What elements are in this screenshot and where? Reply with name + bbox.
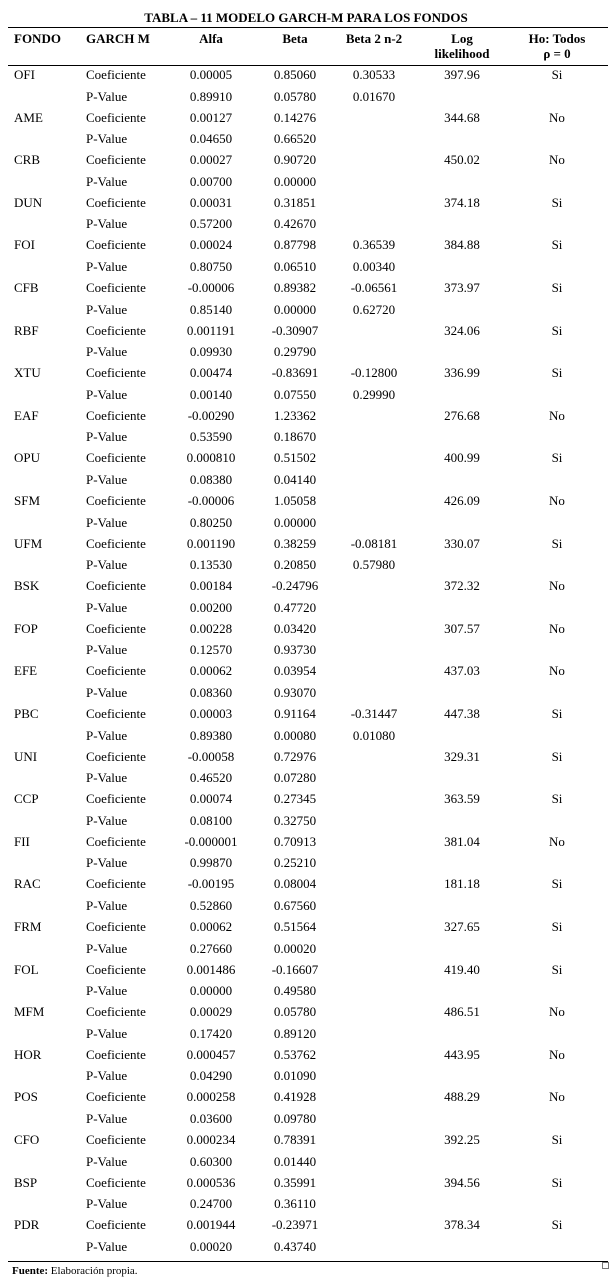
pval-alfa: 0.53590: [189, 429, 233, 444]
row-label-pval: P-Value: [86, 1026, 128, 1041]
row-label-pval: P-Value: [86, 131, 128, 146]
ho-result: Si: [551, 1217, 563, 1232]
coef-beta: -0.16607: [271, 962, 319, 977]
row-label-coef: Coeficiente: [86, 1132, 146, 1147]
corner-marker: [602, 1262, 609, 1269]
pval-alfa: 0.04650: [189, 131, 233, 146]
pval-alfa: 0.99870: [189, 855, 233, 870]
ho-result: No: [549, 493, 565, 508]
pval-beta: 0.42670: [273, 216, 317, 231]
ho-result: No: [549, 1004, 565, 1019]
log-likelihood-value: 400.99: [444, 450, 480, 465]
pval-alfa: 0.00200: [189, 600, 233, 615]
pval-beta: 0.47720: [273, 600, 317, 615]
row-label-pval: P-Value: [86, 259, 128, 274]
row-label-coef: Coeficiente: [86, 578, 146, 593]
pval-beta: 0.66520: [273, 131, 317, 146]
header-alfa: Alfa: [199, 31, 223, 46]
coef-alfa: -0.00290: [187, 408, 235, 423]
coef-alfa: 0.00024: [189, 237, 233, 252]
ho-result: Si: [551, 365, 563, 380]
coef-alfa: 0.001190: [186, 536, 236, 551]
pval-beta2: 0.00340: [352, 259, 396, 274]
coef-beta: 0.53762: [273, 1047, 317, 1062]
row-label-coef: Coeficiente: [86, 1004, 146, 1019]
log-likelihood-value: 372.32: [444, 578, 480, 593]
log-likelihood-value: 437.03: [444, 663, 480, 678]
coef-alfa: 0.000810: [186, 450, 236, 465]
coef-beta: 0.89382: [273, 280, 317, 295]
log-likelihood-value: 426.09: [444, 493, 480, 508]
coef-beta: 0.14276: [273, 110, 317, 125]
coef-alfa: 0.00029: [189, 1004, 233, 1019]
row-label-coef: Coeficiente: [86, 450, 146, 465]
log-likelihood-value: 378.34: [444, 1217, 480, 1232]
fondo-code: FOI: [14, 237, 35, 252]
row-label-coef: Coeficiente: [86, 791, 146, 806]
fondo-code: POS: [14, 1089, 38, 1104]
log-likelihood-value: 397.96: [444, 67, 480, 82]
coef-beta: 0.90720: [273, 152, 317, 167]
row-label-coef: Coeficiente: [86, 962, 146, 977]
row-label-pval: P-Value: [86, 983, 128, 998]
log-likelihood-value: 450.02: [444, 152, 480, 167]
fondo-code: XTU: [14, 365, 41, 380]
row-label-pval: P-Value: [86, 1154, 128, 1169]
row-label-pval: P-Value: [86, 1068, 128, 1083]
coef-beta2: 0.36539: [352, 237, 396, 252]
log-likelihood-value: 447.38: [444, 706, 480, 721]
ho-result: No: [549, 152, 565, 167]
row-label-pval: P-Value: [86, 472, 128, 487]
header-beta: Beta: [282, 31, 308, 46]
fondo-code: BSK: [14, 578, 40, 593]
fondo-code: RBF: [14, 323, 39, 338]
pval-alfa: 0.13530: [189, 557, 233, 572]
log-likelihood-value: 344.68: [444, 110, 480, 125]
row-label-coef: Coeficiente: [86, 919, 146, 934]
pval-beta: 0.25210: [273, 855, 317, 870]
coef-alfa: 0.00127: [189, 110, 233, 125]
pval-alfa: 0.17420: [189, 1026, 233, 1041]
source-label: Fuente:: [12, 1265, 49, 1277]
pval-beta: 0.09780: [273, 1111, 317, 1126]
ho-result: Si: [551, 919, 563, 934]
coef-alfa: 0.00228: [189, 621, 233, 636]
coef-beta: 0.70913: [273, 834, 317, 849]
coef-alfa: -0.00058: [187, 749, 235, 764]
row-label-pval: P-Value: [86, 941, 128, 956]
pval-beta: 0.00020: [273, 941, 317, 956]
coef-beta: -0.30907: [271, 323, 319, 338]
ho-result: Si: [551, 195, 563, 210]
header-fondo: FONDO: [14, 31, 61, 46]
row-label-pval: P-Value: [86, 770, 128, 785]
pval-beta: 0.00000: [273, 302, 317, 317]
pval-alfa: 0.03600: [189, 1111, 233, 1126]
ho-result: Si: [551, 749, 563, 764]
fondo-code: FII: [14, 834, 30, 849]
row-label-coef: Coeficiente: [86, 493, 146, 508]
log-likelihood-value: 488.29: [444, 1089, 480, 1104]
row-label-pval: P-Value: [86, 728, 128, 743]
coef-beta2: -0.12800: [350, 365, 398, 380]
row-label-pval: P-Value: [86, 429, 128, 444]
coef-beta: 0.72976: [273, 749, 317, 764]
row-label-pval: P-Value: [86, 1196, 128, 1211]
ho-result: Si: [551, 962, 563, 977]
coef-alfa: 0.00474: [189, 365, 233, 380]
pval-alfa: 0.04290: [189, 1068, 233, 1083]
log-likelihood-value: 307.57: [444, 621, 480, 636]
coef-beta2: 0.30533: [352, 67, 396, 82]
row-label-pval: P-Value: [86, 855, 128, 870]
pval-beta: 0.07550: [273, 387, 317, 402]
header-garch: GARCH M: [86, 31, 150, 46]
fondo-code: EAF: [14, 408, 39, 423]
coef-beta: 0.85060: [273, 67, 317, 82]
log-likelihood-value: 373.97: [444, 280, 480, 295]
coef-alfa: 0.001486: [186, 962, 236, 977]
pval-alfa: 0.52860: [189, 898, 233, 913]
coef-beta: 0.03420: [273, 621, 317, 636]
fondo-code: CRB: [14, 152, 41, 167]
fondo-code: DUN: [14, 195, 43, 210]
row-label-pval: P-Value: [86, 642, 128, 657]
header-ho-line1: Ho: Todos: [528, 31, 586, 46]
fondo-code: AME: [14, 110, 43, 125]
coef-beta: 1.05058: [273, 493, 317, 508]
ho-result: Si: [551, 1132, 563, 1147]
fondo-code: FOL: [14, 962, 39, 977]
row-label-coef: Coeficiente: [86, 323, 146, 338]
row-label-coef: Coeficiente: [86, 195, 146, 210]
pval-alfa: 0.46520: [189, 770, 233, 785]
pval-beta: 0.01440: [273, 1154, 317, 1169]
pval-beta2: 0.62720: [352, 302, 396, 317]
coef-beta: 0.38259: [273, 536, 317, 551]
ho-result: Si: [551, 876, 563, 891]
pval-alfa: 0.89910: [189, 89, 233, 104]
row-label-pval: P-Value: [86, 898, 128, 913]
pval-beta2: 0.01670: [352, 89, 396, 104]
row-label-pval: P-Value: [86, 515, 128, 530]
row-label-coef: Coeficiente: [86, 237, 146, 252]
fondo-code: BSP: [14, 1175, 38, 1190]
coef-beta: 0.87798: [273, 237, 317, 252]
pval-beta: 0.43740: [273, 1239, 317, 1254]
pval-beta: 0.20850: [273, 557, 317, 572]
pval-beta: 0.93070: [273, 685, 317, 700]
coef-alfa: 0.00027: [189, 152, 233, 167]
log-likelihood-value: 374.18: [444, 195, 480, 210]
ho-result: Si: [551, 280, 563, 295]
log-likelihood-value: 181.18: [444, 876, 480, 891]
log-likelihood-value: 392.25: [444, 1132, 480, 1147]
coef-alfa: -0.00006: [187, 280, 235, 295]
fondo-code: RAC: [14, 876, 41, 891]
coef-beta: 0.03954: [273, 663, 317, 678]
coef-beta: 0.05780: [273, 1004, 317, 1019]
pval-beta2: 0.57980: [352, 557, 396, 572]
coef-beta: 0.91164: [274, 706, 316, 721]
coef-beta2: -0.08181: [350, 536, 398, 551]
pval-beta: 0.36110: [274, 1196, 316, 1211]
row-label-coef: Coeficiente: [86, 280, 146, 295]
pval-alfa: 0.24700: [189, 1196, 233, 1211]
coef-alfa: 0.00031: [189, 195, 233, 210]
ho-result: No: [549, 110, 565, 125]
pval-beta: 0.00000: [273, 174, 317, 189]
fondo-code: CFB: [14, 280, 39, 295]
log-likelihood-value: 443.95: [444, 1047, 480, 1062]
pval-alfa: 0.08360: [189, 685, 233, 700]
fondo-code: MFM: [14, 1004, 45, 1019]
coef-beta: 1.23362: [273, 408, 317, 423]
row-label-pval: P-Value: [86, 557, 128, 572]
coef-alfa: -0.00195: [187, 876, 235, 891]
pval-alfa: 0.12570: [189, 642, 233, 657]
row-label-coef: Coeficiente: [86, 1047, 146, 1062]
row-label-coef: Coeficiente: [86, 621, 146, 636]
pval-alfa: 0.00020: [189, 1239, 233, 1254]
row-label-pval: P-Value: [86, 216, 128, 231]
fondo-code: CCP: [14, 791, 39, 806]
ho-result: Si: [551, 450, 563, 465]
row-label-coef: Coeficiente: [86, 152, 146, 167]
pval-beta2: 0.01080: [352, 728, 396, 743]
header-log-line2: likelihood: [434, 46, 490, 61]
ho-result: No: [549, 1089, 565, 1104]
coef-alfa: 0.00062: [189, 663, 233, 678]
header-ho-line2: ρ = 0: [543, 46, 571, 61]
ho-result: Si: [551, 323, 563, 338]
ho-result: Si: [551, 67, 563, 82]
row-label-pval: P-Value: [86, 387, 128, 402]
log-likelihood-value: 363.59: [444, 791, 480, 806]
coef-alfa: 0.000457: [186, 1047, 236, 1062]
pval-alfa: 0.27660: [189, 941, 233, 956]
fondo-code: EFE: [14, 663, 38, 678]
pval-beta: 0.67560: [273, 898, 317, 913]
pval-beta: 0.18670: [273, 429, 317, 444]
fondo-code: FOP: [14, 621, 38, 636]
coef-alfa: 0.00184: [189, 578, 233, 593]
row-label-coef: Coeficiente: [86, 110, 146, 125]
ho-result: No: [549, 834, 565, 849]
ho-result: No: [549, 621, 565, 636]
row-label-coef: Coeficiente: [86, 876, 146, 891]
log-likelihood-value: 486.51: [444, 1004, 480, 1019]
log-likelihood-value: 394.56: [444, 1175, 480, 1190]
log-likelihood-value: 324.06: [444, 323, 480, 338]
pval-alfa: 0.85140: [189, 302, 233, 317]
table-bottom-rule: [8, 1261, 608, 1262]
row-label-coef: Coeficiente: [86, 1175, 146, 1190]
fondo-code: SFM: [14, 493, 41, 508]
pval-beta: 0.29790: [273, 344, 317, 359]
ho-result: No: [549, 663, 565, 678]
coef-alfa: 0.000234: [186, 1132, 236, 1147]
pval-alfa: 0.89380: [189, 728, 233, 743]
coef-alfa: 0.001944: [186, 1217, 236, 1232]
coef-beta: 0.51564: [273, 919, 317, 934]
header-ho: [518, 31, 596, 61]
row-label-coef: Coeficiente: [86, 663, 146, 678]
header-log-likelihood: [420, 31, 504, 61]
pval-beta: 0.05780: [273, 89, 317, 104]
pval-beta: 0.01090: [273, 1068, 317, 1083]
log-likelihood-value: 384.88: [444, 237, 480, 252]
pval-alfa: 0.00700: [189, 174, 233, 189]
coef-alfa: 0.00005: [189, 67, 233, 82]
row-label-pval: P-Value: [86, 600, 128, 615]
table-title: TABLA – 11 MODELO GARCH-M PARA LOS FONDOS: [144, 10, 468, 25]
pval-beta: 0.00000: [273, 515, 317, 530]
row-label-coef: Coeficiente: [86, 408, 146, 423]
log-likelihood-value: 327.65: [444, 919, 480, 934]
fondo-code: UNI: [14, 749, 38, 764]
pval-alfa: 0.09930: [189, 344, 233, 359]
header-beta2: Beta 2 n-2: [345, 31, 403, 46]
coef-beta: 0.08004: [273, 876, 317, 891]
fondo-code: UFM: [14, 536, 43, 551]
pval-beta: 0.93730: [273, 642, 317, 657]
coef-beta: -0.83691: [271, 365, 319, 380]
pval-beta2: 0.29990: [352, 387, 396, 402]
coef-beta: 0.27345: [273, 791, 317, 806]
coef-beta: -0.23971: [271, 1217, 319, 1232]
ho-result: Si: [551, 791, 563, 806]
row-label-pval: P-Value: [86, 813, 128, 828]
ho-result: No: [549, 408, 565, 423]
coef-beta2: -0.31447: [350, 706, 398, 721]
coef-beta: 0.41928: [273, 1089, 317, 1104]
row-label-pval: P-Value: [86, 302, 128, 317]
ho-result: Si: [551, 1175, 563, 1190]
ho-result: Si: [551, 237, 563, 252]
coef-alfa: 0.00062: [189, 919, 233, 934]
row-label-pval: P-Value: [86, 174, 128, 189]
row-label-coef: Coeficiente: [86, 1217, 146, 1232]
log-likelihood-value: 336.99: [444, 365, 480, 380]
pval-beta: 0.00080: [273, 728, 317, 743]
log-likelihood-value: 329.31: [444, 749, 480, 764]
coef-alfa: 0.001191: [186, 323, 236, 338]
row-label-pval: P-Value: [86, 685, 128, 700]
row-label-coef: Coeficiente: [86, 706, 146, 721]
row-label-pval: P-Value: [86, 1111, 128, 1126]
row-label-coef: Coeficiente: [86, 1089, 146, 1104]
pval-alfa: 0.80250: [189, 515, 233, 530]
pval-alfa: 0.57200: [189, 216, 233, 231]
pval-alfa: 0.00000: [189, 983, 233, 998]
fondo-code: FRM: [14, 919, 42, 934]
fondo-code: PDR: [14, 1217, 40, 1232]
row-label-coef: Coeficiente: [86, 834, 146, 849]
row-label-pval: P-Value: [86, 1239, 128, 1254]
coef-beta: 0.35991: [273, 1175, 317, 1190]
pval-alfa: 0.60300: [189, 1154, 233, 1169]
log-likelihood-value: 276.68: [444, 408, 480, 423]
pval-beta: 0.06510: [273, 259, 317, 274]
fondo-code: OPU: [14, 450, 41, 465]
pval-alfa: 0.80750: [189, 259, 233, 274]
header-top-rule: [8, 27, 608, 28]
fondo-code: OFI: [14, 67, 35, 82]
ho-result: No: [549, 1047, 565, 1062]
pval-beta: 0.49580: [273, 983, 317, 998]
coef-alfa: -0.00006: [187, 493, 235, 508]
coef-alfa: 0.00003: [189, 706, 233, 721]
coef-alfa: 0.000258: [186, 1089, 236, 1104]
table-source: [12, 1264, 138, 1278]
coef-beta: 0.31851: [273, 195, 317, 210]
fondo-code: HOR: [14, 1047, 42, 1062]
coef-alfa: -0.000001: [184, 834, 238, 849]
row-label-coef: Coeficiente: [86, 749, 146, 764]
log-likelihood-value: 419.40: [444, 962, 480, 977]
ho-result: No: [549, 578, 565, 593]
row-label-pval: P-Value: [86, 89, 128, 104]
row-label-coef: Coeficiente: [86, 67, 146, 82]
coef-beta: -0.24796: [271, 578, 319, 593]
row-label-coef: Coeficiente: [86, 365, 146, 380]
log-likelihood-value: 381.04: [444, 834, 480, 849]
fondo-code: CFO: [14, 1132, 40, 1147]
ho-result: Si: [551, 536, 563, 551]
source-text: Elaboración propia.: [48, 1265, 138, 1277]
log-likelihood-value: 330.07: [444, 536, 480, 551]
pval-alfa: 0.00140: [189, 387, 233, 402]
pval-alfa: 0.08100: [189, 813, 233, 828]
header-log-line1: Log: [451, 31, 473, 46]
pval-beta: 0.89120: [273, 1026, 317, 1041]
coef-beta: 0.51502: [273, 450, 317, 465]
pval-alfa: 0.08380: [189, 472, 233, 487]
pval-beta: 0.07280: [273, 770, 317, 785]
row-label-pval: P-Value: [86, 344, 128, 359]
ho-result: Si: [551, 706, 563, 721]
coef-beta: 0.78391: [273, 1132, 317, 1147]
fondo-code: PBC: [14, 706, 39, 721]
coef-beta2: -0.06561: [350, 280, 398, 295]
coef-alfa: 0.000536: [186, 1175, 236, 1190]
pval-beta: 0.32750: [273, 813, 317, 828]
pval-beta: 0.04140: [273, 472, 317, 487]
header-bottom-rule: [8, 65, 608, 66]
row-label-coef: Coeficiente: [86, 536, 146, 551]
coef-alfa: 0.00074: [189, 791, 233, 806]
